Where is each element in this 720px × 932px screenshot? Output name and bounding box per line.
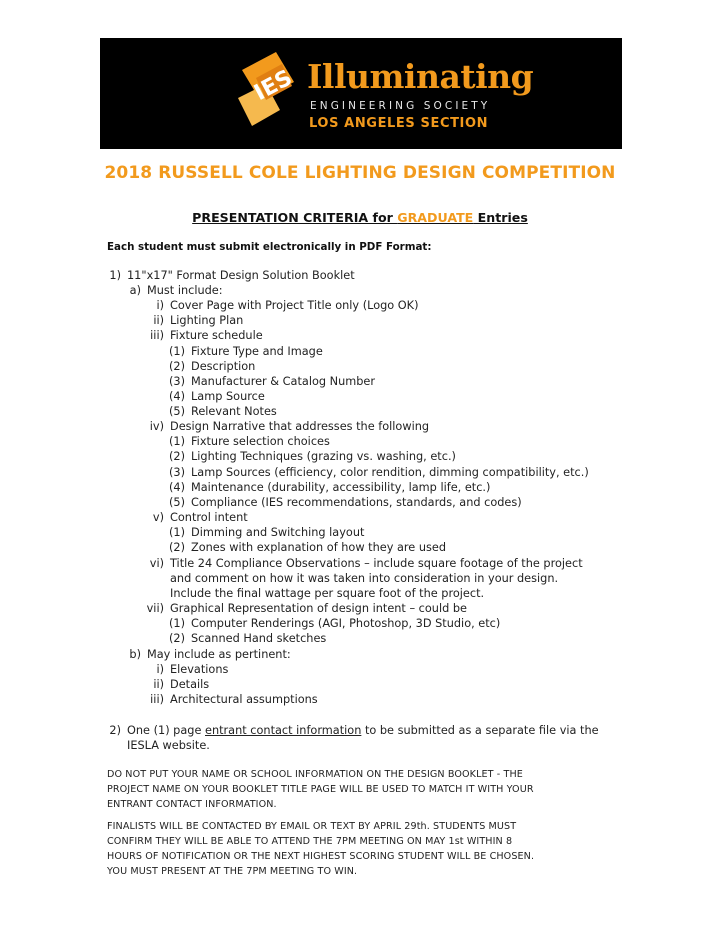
- list-item: (2) Description: [168, 360, 256, 373]
- list-item: (4) Lamp Source: [168, 390, 265, 403]
- list-item: (1) Dimming and Switching layout: [168, 526, 365, 539]
- brand-section: LOS ANGELES SECTION: [309, 116, 489, 131]
- list-item: (1) Computer Renderings (AGI, Photoshop, 3D Studio, etc): [168, 617, 501, 630]
- entrant-contact-link: entrant contact information: [205, 724, 362, 737]
- list-item-1a-vi: vi) Title 24 Compliance Observations – include square footage of the project: [149, 557, 583, 570]
- logo-letters: IES: [250, 65, 297, 106]
- list-item: (1) Fixture selection choices: [168, 435, 330, 448]
- list-item-1: 1) 11"x17" Format Design Solution Booklet: [109, 269, 355, 282]
- list-item-1a-vii: vii) Graphical Representation of design intent – could be: [146, 602, 467, 615]
- list-item-continuation: Include the final wattage per square foot of the project.: [170, 587, 485, 600]
- list-item: (3) Manufacturer & Catalog Number: [168, 375, 376, 388]
- header-banner: [100, 38, 622, 149]
- list-item: (4) Maintenance (durability, accessibility, lamp life, etc.): [168, 481, 491, 494]
- list-item: (2) Scanned Hand sketches: [168, 632, 327, 645]
- list-item-continuation: IESLA website.: [127, 739, 210, 752]
- list-item-1a-iv: iv) Design Narrative that addresses the following: [149, 420, 430, 433]
- brand-subtitle: ENGINEERING SOCIETY: [310, 100, 491, 112]
- subtitle-suffix: Entries: [473, 210, 528, 225]
- notice-anonymity: DO NOT PUT YOUR NAME OR SCHOOL INFORMATION ON THE DESIGN BOOKLET - THE PROJECT NAME ON YOUR BOOKLET TITLE PAGE WILL BE USED TO MATCH IT WITH YOUR ENTRANT CONTACT INFORMATION.: [107, 769, 534, 810]
- list-item-1b: b) May include as pertinent:: [129, 648, 291, 661]
- list-item-continuation: and comment on how it was taken into consideration in your design.: [170, 572, 559, 585]
- list-item-1a-i: i) Cover Page with Project Title only (Logo OK): [156, 299, 419, 312]
- list-item: (3) Lamp Sources (efficiency, color rendition, dimming compatibility, etc.): [168, 466, 589, 479]
- competition-title: 2018 RUSSELL COLE LIGHTING DESIGN COMPETITION: [104, 163, 616, 183]
- criteria-subtitle: [0, 210, 720, 225]
- list-item: (5) Compliance (IES recommendations, standards, and codes): [168, 496, 522, 509]
- list-item: (1) Fixture Type and Image: [168, 345, 323, 358]
- list-item-2: 2) One (1) page entrant contact information to be submitted as a separate file via the: [109, 724, 599, 737]
- list-item: (2) Zones with explanation of how they are used: [168, 541, 447, 554]
- intro-text: Each student must submit electronically in PDF Format:: [107, 241, 432, 253]
- ies-logo-icon: [236, 48, 298, 134]
- list-item: (2) Lighting Techniques (grazing vs. washing, etc.): [168, 450, 456, 463]
- list-item: iii) Architectural assumptions: [150, 693, 318, 706]
- notice-finalists: FINALISTS WILL BE CONTACTED BY EMAIL OR TEXT BY APRIL 29th. STUDENTS MUST CONFIRM THEY WILL BE ABLE TO ATTEND THE 7PM MEETING ON MAY 1st WITHIN 8 HOURS OF NOTIFICATION OR THE NEXT HIGHEST SCORING STUDENT WILL BE CHOSEN. YOU MUST PRESENT AT THE 7PM MEETING TO WIN.: [107, 821, 535, 877]
- list-item: (5) Relevant Notes: [168, 405, 277, 418]
- list-item-1a-iii: iii) Fixture schedule: [150, 329, 263, 342]
- list-item-1a: a) Must include:: [129, 284, 223, 297]
- list-item-1a-ii: ii) Lighting Plan: [153, 314, 244, 327]
- subtitle-accent: GRADUATE: [397, 210, 474, 225]
- list-item: i) Elevations: [156, 663, 229, 676]
- brand-title: Illuminating: [307, 57, 534, 96]
- list-item: ii) Details: [153, 678, 210, 691]
- subtitle-prefix: PRESENTATION CRITERIA for: [192, 210, 398, 225]
- list-item-1a-v: v) Control intent: [152, 511, 248, 524]
